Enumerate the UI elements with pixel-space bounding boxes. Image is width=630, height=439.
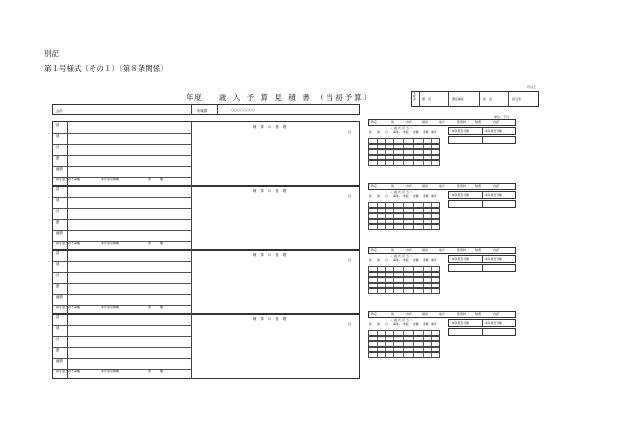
source-header-cell: 内訳: [493, 120, 500, 124]
allocation-column: 金額: [413, 130, 419, 134]
form-title-main: 歳 入 予 算 見 積 書 （当初予算）: [218, 93, 374, 102]
allocation-column: 項: [377, 194, 380, 198]
difference-label: 差 額: [148, 177, 164, 181]
row-label: 節: [56, 156, 60, 160]
row-label: 項: [56, 326, 60, 330]
allocation-column: 款: [369, 322, 372, 326]
allocation-amount-box[interactable]: [448, 200, 516, 208]
allocation-column: 備考: [431, 130, 437, 134]
allocation-row[interactable]: [368, 352, 440, 358]
source-header-cell: 地方: [439, 248, 446, 252]
row-label: 細節: [56, 359, 63, 363]
row-label: 目: [56, 145, 60, 149]
section-value: ○○○○○○○○: [231, 108, 255, 112]
row-label: 項: [56, 262, 60, 266]
allocation-column: 款: [369, 194, 372, 198]
allocation-column: 件数: [403, 130, 409, 134]
allocation-column: 備考: [431, 194, 437, 198]
attachment-label: 別記: [44, 49, 59, 58]
row-label: 細節: [56, 231, 63, 235]
allocation-column: 目: [385, 194, 388, 198]
row-label: 細節: [56, 295, 63, 299]
allocation-row[interactable]: [368, 224, 440, 230]
allocation-column: 項: [377, 258, 380, 262]
allocation-column: 差額: [423, 194, 429, 198]
source-header-cell: 使用料: [457, 184, 467, 188]
allocation-column: 目: [385, 258, 388, 262]
source-header-cell: 諸収: [422, 120, 429, 124]
row-label: 項: [56, 134, 60, 138]
current-estimate-label: 本年度見積額: [101, 241, 120, 245]
allocation-block: [368, 183, 514, 229]
source-header-cell: 県: [391, 248, 395, 252]
allocation-column: 差額: [423, 130, 429, 134]
source-header-cell: 内訳: [493, 184, 500, 188]
allocation-column: 件数: [403, 194, 409, 198]
allocation-column: 金額: [413, 258, 419, 262]
allocation-caption: ＜ 歳 出 充 当 ＞: [390, 190, 413, 194]
allocation-row[interactable]: [368, 288, 440, 294]
current-estimate-label: 本年度見積額: [101, 305, 120, 309]
row-label: 項: [56, 198, 60, 202]
allocation-column: 差額: [423, 322, 429, 326]
row-label: 節: [56, 220, 60, 224]
row-label: 節: [56, 284, 60, 288]
allocation-block: [368, 311, 514, 357]
account-bar: [52, 104, 360, 115]
allocation-block: [368, 247, 514, 293]
source-header-cell: 地方: [439, 120, 446, 124]
source-header-cell: 地方: [439, 312, 446, 316]
stamp-cell-2: 課長補佐: [452, 97, 465, 101]
difference-label: 差 額: [148, 305, 164, 309]
source-header-cell: 市町: [406, 184, 413, 188]
allocation-summary: [448, 191, 516, 199]
estimate-block: [52, 121, 360, 187]
source-header-cell: 市町: [406, 248, 413, 252]
allocation-column: 目: [385, 130, 388, 134]
source-header-cell: 内訳: [493, 248, 500, 252]
allocation-column: 備考: [431, 322, 437, 326]
source-header-cell: 県: [391, 184, 395, 188]
row-label: 款: [56, 315, 60, 319]
fiscal-year-label: 年度: [186, 93, 202, 102]
allocation-column: 項: [377, 322, 380, 326]
estimate-block: [52, 313, 360, 379]
approval-stamp-box: [411, 91, 539, 107]
source-header-cell: 財源: [475, 184, 482, 188]
form-number: 第１号様式（その１）〔第８条関係〕: [44, 64, 168, 73]
allocation-amount-box[interactable]: [448, 328, 516, 336]
allocation-block: [368, 119, 514, 165]
allocation-caption: ＜ 歳 出 充 当 ＞: [390, 254, 413, 258]
prior-allocation-label: 前年度充当額: [452, 128, 469, 133]
source-header-cell: 特定: [371, 184, 378, 188]
row-label: 細節: [56, 167, 63, 171]
current-allocation-label: 本年度充当額: [485, 320, 502, 325]
yen-label: 円: [348, 130, 352, 134]
stamp-note: 円以上: [527, 85, 537, 89]
section-label: 所属課: [197, 109, 208, 113]
source-header-cell: 財源: [475, 312, 482, 316]
allocation-summary: [448, 255, 516, 263]
source-header-cell: 内訳: [493, 312, 500, 316]
allocation-column: 目: [385, 322, 388, 326]
account-label: 会計: [56, 109, 63, 113]
source-header-cell: 特定: [371, 312, 378, 316]
calc-basis-label: 積 算 の 基 礎: [253, 125, 288, 129]
calc-basis-label: 積 算 の 基 礎: [253, 253, 288, 257]
stamp-cell-3: 係 長: [483, 97, 493, 101]
row-label: 目: [56, 337, 60, 341]
current-allocation-label: 本年度充当額: [485, 128, 502, 133]
allocation-amount-box[interactable]: [448, 136, 516, 144]
source-header-cell: 県: [391, 312, 395, 316]
source-header-cell: 諸収: [422, 184, 429, 188]
source-header-cell: 使用料: [457, 120, 467, 124]
allocation-column: 金額: [413, 322, 419, 326]
stamp-cell-4: 担当者: [512, 97, 522, 101]
calc-basis-label: 積 算 の 基 礎: [253, 317, 288, 321]
unit-note: 単位：千円: [494, 115, 510, 119]
allocation-row[interactable]: [368, 160, 440, 166]
current-estimate-label: 本年度見積額: [101, 369, 120, 373]
prior-budget-label: 前年度当初予算額: [56, 369, 81, 373]
current-allocation-label: 本年度充当額: [485, 256, 502, 261]
allocation-column: 件数: [403, 258, 409, 262]
yen-label: 円: [348, 194, 352, 198]
allocation-column: 項: [377, 130, 380, 134]
prior-allocation-label: 前年度充当額: [452, 320, 469, 325]
allocation-column: 事業: [393, 194, 399, 198]
allocation-column: 金額: [413, 194, 419, 198]
source-header-cell: 使用料: [457, 312, 467, 316]
source-header-cell: 県: [391, 120, 395, 124]
allocation-caption: ＜ 歳 出 充 当 ＞: [390, 126, 413, 130]
allocation-column: 備考: [431, 258, 437, 262]
difference-label: 差 額: [148, 241, 164, 245]
row-label: 節: [56, 348, 60, 352]
source-header-cell: 特定: [371, 248, 378, 252]
source-header-cell: 市町: [406, 120, 413, 124]
row-label: 目: [56, 273, 60, 277]
prior-budget-label: 前年度当初予算額: [56, 305, 81, 309]
current-allocation-label: 本年度充当額: [485, 192, 502, 197]
source-header-cell: 使用料: [457, 248, 467, 252]
source-header-cell: 財源: [475, 248, 482, 252]
source-header: [368, 311, 516, 318]
allocation-column: 款: [369, 130, 372, 134]
form-title: [186, 94, 373, 102]
allocation-caption: ＜ 歳 出 充 当 ＞: [390, 318, 413, 322]
prior-allocation-label: 前年度充当額: [452, 192, 469, 197]
allocation-column: 件数: [403, 322, 409, 326]
source-header-cell: 財源: [475, 120, 482, 124]
allocation-column: 款: [369, 258, 372, 262]
stamp-vertical-label: 主管課: [413, 92, 416, 101]
allocation-column: 差額: [423, 258, 429, 262]
estimate-block: [52, 185, 360, 251]
source-header: [368, 183, 516, 190]
allocation-column: 事業: [393, 258, 399, 262]
prior-budget-label: 前年度当初予算額: [56, 177, 81, 181]
source-header: [368, 119, 516, 126]
allocation-column: 事業: [393, 130, 399, 134]
allocation-amount-box[interactable]: [448, 264, 516, 272]
row-label: 款: [56, 251, 60, 255]
calc-basis-label: 積 算 の 基 礎: [253, 189, 288, 193]
allocation-summary: [448, 127, 516, 135]
row-label: 款: [56, 187, 60, 191]
source-header: [368, 247, 516, 254]
yen-label: 円: [348, 258, 352, 262]
source-header-cell: 市町: [406, 312, 413, 316]
allocation-column: 事業: [393, 322, 399, 326]
row-label: 款: [56, 123, 60, 127]
source-header-cell: 諸収: [422, 312, 429, 316]
estimate-block: [52, 249, 360, 315]
row-label: 目: [56, 209, 60, 213]
current-estimate-label: 本年度見積額: [101, 177, 120, 181]
source-header-cell: 地方: [439, 184, 446, 188]
prior-budget-label: 前年度当初予算額: [56, 241, 81, 245]
prior-allocation-label: 前年度充当額: [452, 256, 469, 261]
source-header-cell: 特定: [371, 120, 378, 124]
allocation-summary: [448, 319, 516, 327]
difference-label: 差 額: [148, 369, 164, 373]
yen-label: 円: [348, 322, 352, 326]
source-header-cell: 諸収: [422, 248, 429, 252]
stamp-cell-1: 課 長: [422, 97, 432, 101]
